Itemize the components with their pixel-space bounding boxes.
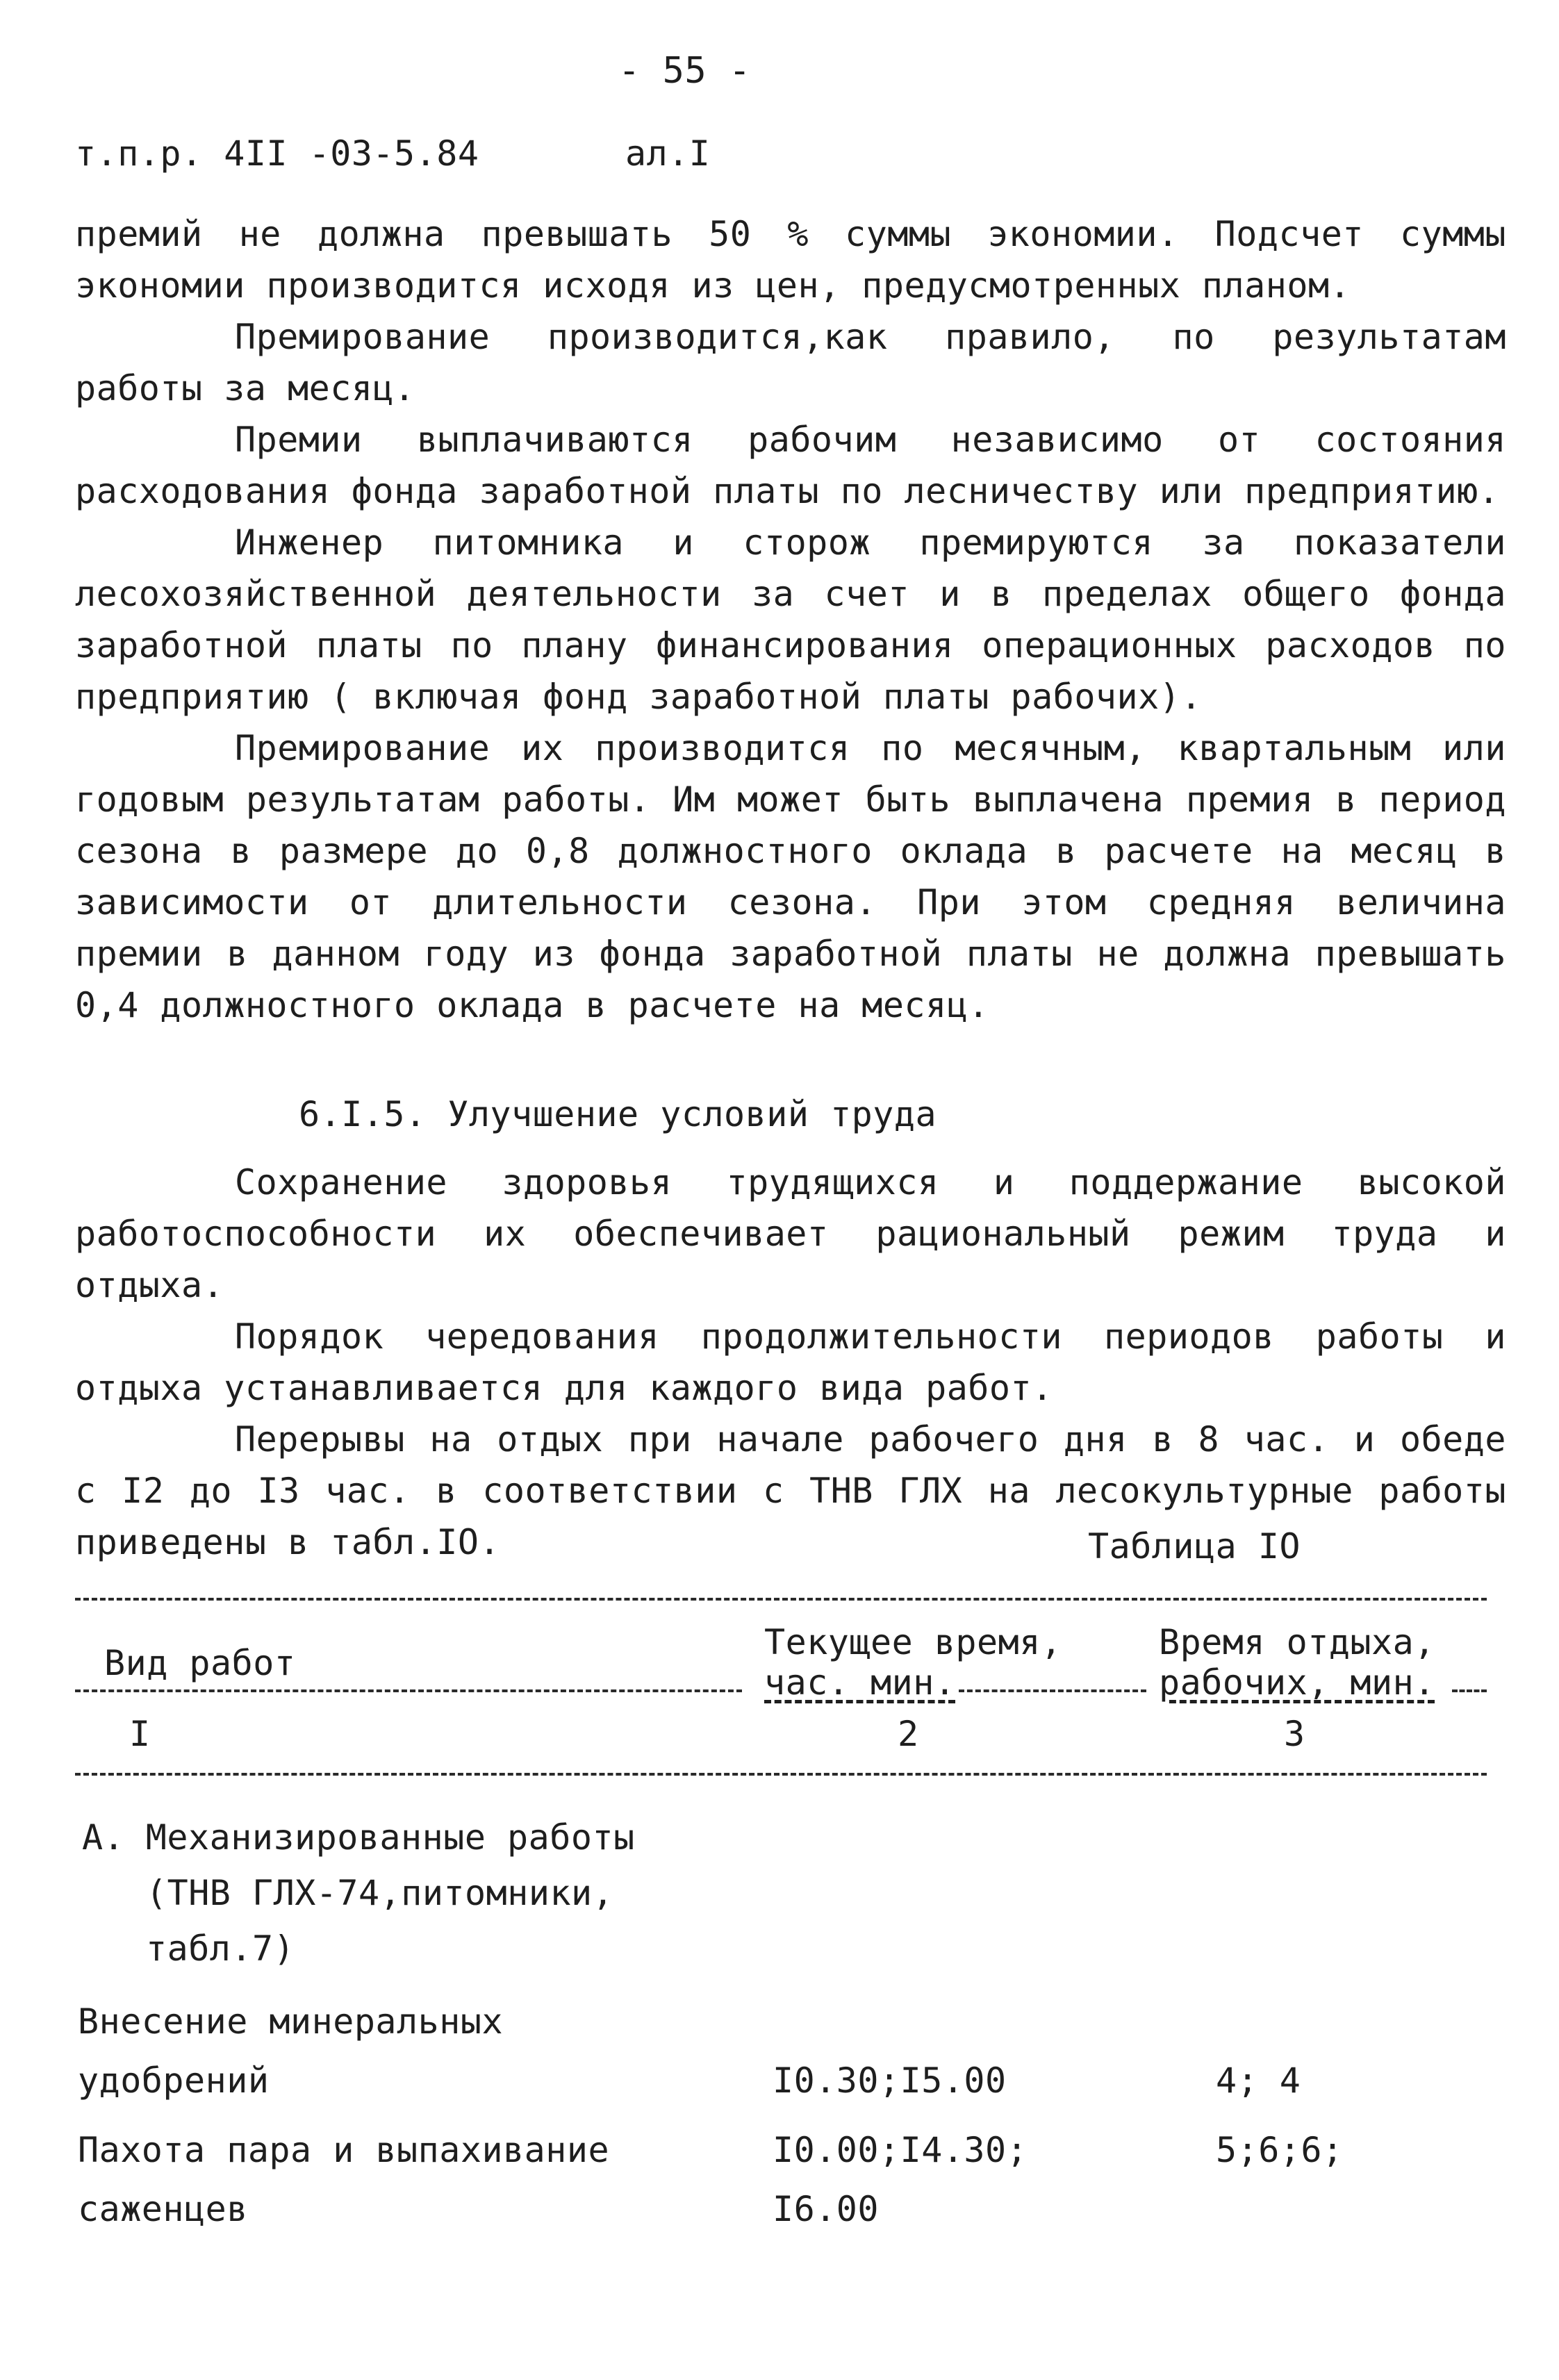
column-header-rest-time [1159, 1622, 1435, 1703]
column-header-work-type [104, 1643, 295, 1683]
table-row-current-time: I0.00;I4.30; [773, 2130, 1028, 2170]
column-header-line: рабочих, мин. [1159, 1662, 1435, 1703]
table-row-work-type: Внесение минеральных [78, 2001, 504, 2042]
bonus-section-text [75, 208, 1506, 1031]
paragraph: премий не должна превышать 50 % суммы экономии. Подсчет суммы экономии производится исходя из цен, предусмотренных планом. [75, 214, 1506, 306]
table-numbers-rule [75, 1773, 1487, 1776]
paragraph: Премирование их производится по месячным, квартальным или годовым результатам работы. Им может быть выплачена премия в период сезона в размере до 0,8 должностного оклада в расчете на месяц в зависимости от длительности сезона. При этом средняя величина премии в данном году из фонда заработной платы не должна превышать 0,4 должностного оклада в расчете на месяц. [75, 728, 1506, 1025]
column-header-line: час. мин. [764, 1662, 956, 1703]
table-row-work-type: саженцев [78, 2189, 248, 2229]
table-row-current-time: I0.30;I5.00 [773, 2060, 1007, 2101]
paragraph: Инженер питомника и сторож премируются за показатели лесохозяйственной деятельности за счет и в пределах общего фонда заработной платы по плану финансирования операционных расходов по предприятию ( включая фонд заработной платы рабочих). [75, 522, 1506, 717]
working-conditions-text [75, 1157, 1506, 1568]
column-header-label: Вид работ [104, 1643, 296, 1683]
paragraph: Перерывы на отдых при начале рабочего дня в 8 час. и обеде с I2 до I3 час. в соответствии с ТНВ ГЛХ на лесокультурные работы приведены в табл.IO. [75, 1419, 1506, 1562]
table-caption: Таблица IO [1088, 1526, 1301, 1567]
column-number: 3 [1284, 1714, 1305, 1754]
table-group-subtitle: (ТНВ ГЛХ-74,питомники, [146, 1873, 614, 1913]
paragraph: Премии выплачиваются рабочим независимо от состояния расходования фонда заработной платы по лесничеству или предприятию. [75, 420, 1506, 511]
table-row-current-time: I6.00 [773, 2189, 880, 2229]
paragraph: Премирование производится,как правило, по результатам работы за месяц. [75, 317, 1506, 408]
table-row-rest-time: 5;6;6; [1216, 2130, 1344, 2170]
table-top-rule [75, 1598, 1487, 1601]
page-number: - 55 - [618, 50, 751, 92]
table-header-rule [959, 1689, 1146, 1692]
paragraph: Порядок чередования продолжительности периодов работы и отдыха устанавливается для каждого вида работ. [75, 1316, 1506, 1408]
table-header-rule [75, 1689, 742, 1692]
table-row-work-type: Пахота пара и выпахивание [78, 2130, 610, 2170]
table-group-subtitle: табл.7) [146, 1928, 295, 1969]
table-row-rest-time: 4; 4 [1216, 2060, 1301, 2101]
paragraph: Сохранение здоровья трудящихся и поддержание высокой работоспособности их обеспечивает рациональный режим труда и отдыха. [75, 1162, 1506, 1305]
column-header-line: Время отдыха, [1159, 1622, 1435, 1662]
column-number: I [129, 1714, 151, 1754]
column-header-line: Текущее время, [764, 1622, 1062, 1662]
table-group-title: А. Механизированные работы [82, 1817, 635, 1858]
column-number: 2 [898, 1714, 919, 1754]
document-code: т.п.р. 4II -03-5.84 [75, 133, 479, 174]
sheet-label: ал.I [625, 133, 711, 174]
table-row-work-type: удобрений [78, 2060, 270, 2101]
table-header-rule [1452, 1689, 1487, 1692]
section-heading: 6.I.5. Улучшение условий труда [299, 1094, 937, 1134]
